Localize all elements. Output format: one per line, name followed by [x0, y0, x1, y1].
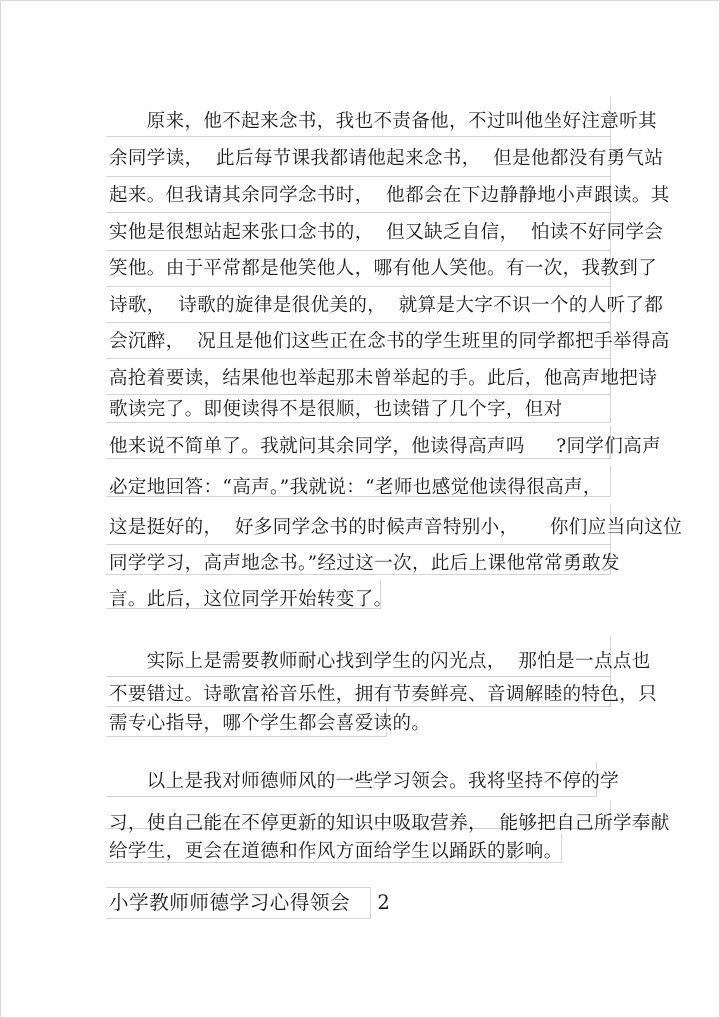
text-line-12: 这是挺好的， 好多同学念书的时候声音特别小， 你们应当向这位 — [109, 517, 683, 538]
text-line-11: 必定地回答：“高声。”我就说：“老师也感觉他读得很高声， — [109, 477, 602, 498]
text-line-10: 他来说不简单了。我就问其余同学，他读得高声吗 ?同学们高声 — [109, 436, 662, 457]
text-line-3: 起来。但我请其余同学念书时， 他都会在下边静静地小声跟读。其 — [109, 185, 670, 206]
text-line-15: 实际上是需要教师耐心找到学生的闪光点， 那怕是一点点也 — [109, 651, 651, 672]
text-line-5: 笑他。由于平常都是他笑他人，哪有他人笑他。有一次，我教到了 — [109, 258, 658, 279]
text-line-7: 会沉醉， 况且是他们这些正在念书的学生班里的同学都把手举得高 — [109, 331, 670, 352]
text-line-17: 需专心指导，哪个学生都会喜爱读的。 — [109, 713, 431, 734]
text-line-2: 余同学读， 此后每节课我都请他起来念书， 但是他都没有勇气站 — [109, 148, 664, 169]
text-line-20: 给学生，更会在道德和作风方面给学生以踊跃的影响。 — [109, 841, 563, 862]
text-line-6: 诗歌， 诗歌的旋律是很优美的， 就算是大字不识一个的人听了都 — [109, 295, 664, 316]
text-line-16: 不要错过。诗歌富裕音乐性，拥有节奏鲜亮、音调解睦的特色，只 — [109, 684, 658, 705]
text-line-13: 同学学习，高声地念书。”经过这一次，此后上课他常常勇敢发 — [109, 553, 620, 574]
text-line-4: 实他是很想站起来张口念书的， 但又缺乏自信， 怕读不好同学会 — [109, 222, 664, 243]
section-heading: 小学教师师德学习心得领会 2 — [109, 891, 391, 914]
text-line-9: 歌读完了。即便读得不是很顺，也读错了几个字，但对 — [109, 399, 563, 420]
text-line-19: 习，使自己能在不停更新的知识中吸取营养， 能够把自己所学奉献 — [109, 813, 670, 834]
text-line-1: 原来，他不起来念书，我也不责备他，不过叫他坐好注意听其 — [109, 111, 657, 132]
text-line-8: 高抢着要读，结果他也举起那未曾举起的手。此后，他高声地把诗 — [109, 368, 658, 389]
text-line-14: 言。此后，这位同学开始转变了。 — [109, 589, 393, 610]
text-line-18: 以上是我对师德师风的一些学习领会。我将坚持不停的学 — [109, 771, 620, 792]
